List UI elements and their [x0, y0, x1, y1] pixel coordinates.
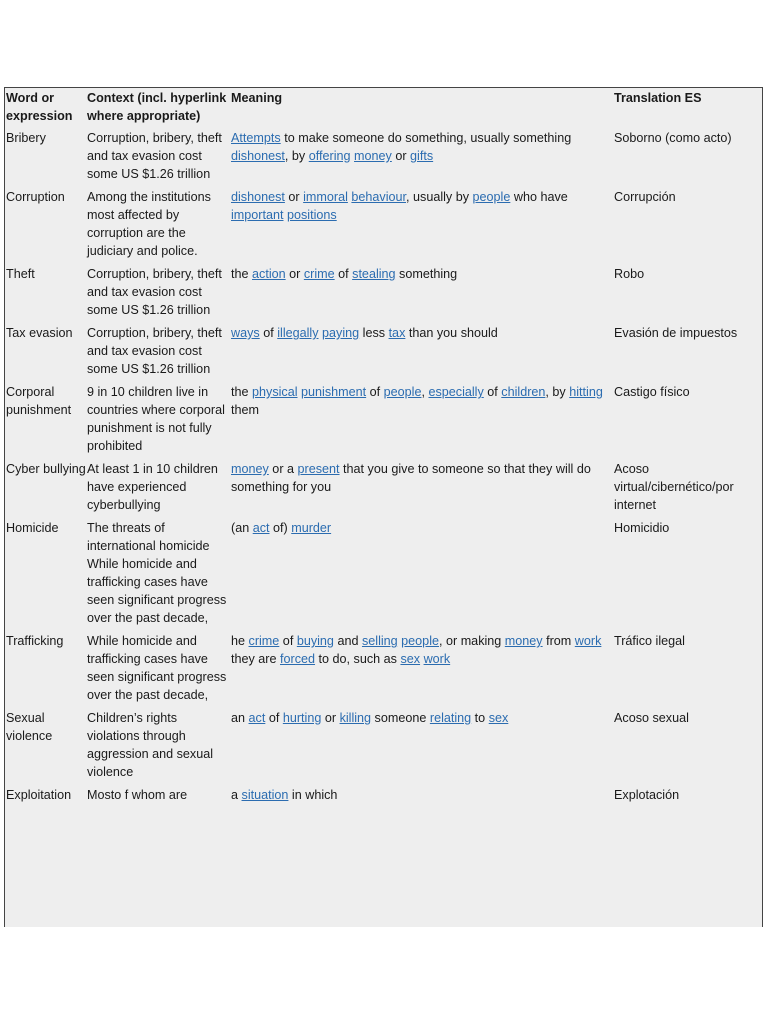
header-translation: Translation ES — [614, 91, 702, 105]
dictionary-link[interactable]: buying — [296, 634, 334, 648]
dictionary-link[interactable]: punishment — [301, 385, 367, 399]
translation-cell: Tráfico ilegal — [614, 634, 685, 648]
meaning-text: the — [231, 267, 253, 281]
context-cell — [86, 128, 230, 187]
context-cell — [86, 187, 230, 264]
meaning-text: something — [395, 267, 458, 281]
meaning-text: they are — [231, 652, 281, 666]
word-cell: Homicide — [6, 521, 59, 535]
dictionary-link[interactable]: offering — [308, 149, 351, 163]
dictionary-link[interactable]: act — [248, 711, 266, 725]
context-cell — [86, 518, 230, 631]
context-text: Mosto f whom are — [87, 788, 188, 802]
translation-cell: Soborno (como acto) — [614, 131, 732, 145]
meaning-text: or a — [268, 462, 298, 476]
dictionary-link[interactable]: people — [401, 634, 439, 648]
dictionary-link[interactable]: ways — [231, 326, 260, 340]
dictionary-link[interactable]: act — [252, 521, 270, 535]
translation-cell: Evasión de impuestos — [614, 326, 738, 340]
translation-cell: Homicidio — [614, 521, 670, 535]
header-context: Context (incl. hyperlink where appropriate) — [87, 91, 227, 123]
table-row — [5, 785, 763, 808]
dictionary-link[interactable]: behaviour — [351, 190, 407, 204]
word-cell: Corruption — [6, 190, 65, 204]
meaning-text: to make someone do something, usually something — [280, 131, 572, 145]
dictionary-link[interactable]: hurting — [282, 711, 322, 725]
context-text: Corruption, bribery, theft and tax evasion cost some US $1.26 trillion — [87, 131, 222, 181]
meaning-text: of — [265, 711, 283, 725]
dictionary-link[interactable]: paying — [322, 326, 360, 340]
dictionary-link[interactable]: selling — [361, 634, 398, 648]
dictionary-link[interactable]: murder — [291, 521, 332, 535]
table-row — [5, 459, 763, 518]
context-cell — [86, 631, 230, 708]
meaning-text: of — [279, 634, 297, 648]
header-meaning: Meaning — [231, 91, 283, 105]
meaning-text: to do, such as — [315, 652, 401, 666]
word-cell: Theft — [6, 267, 35, 281]
meaning-text: less — [359, 326, 389, 340]
dictionary-link[interactable]: tax — [388, 326, 406, 340]
word-cell: Sexual violence — [6, 711, 53, 743]
dictionary-link[interactable]: important — [231, 208, 284, 222]
meaning-text: or — [284, 190, 304, 204]
meaning-text: them — [231, 403, 259, 417]
table-row — [5, 128, 763, 187]
meaning-cell — [230, 264, 613, 323]
context-text: 9 in 10 children live in countries where corporal punishment is not fully prohibited — [87, 385, 225, 453]
dictionary-link[interactable]: positions — [287, 208, 337, 222]
translation-cell: Acoso virtual/cibernético/por internet — [614, 462, 734, 512]
dictionary-link[interactable]: money — [504, 634, 543, 648]
meaning-text: who have — [510, 190, 568, 204]
meaning-text: of) — [269, 521, 292, 535]
meaning-text: that you give to someone so that they will do something for you — [231, 462, 591, 494]
meaning-text: or — [391, 149, 411, 163]
dictionary-link[interactable]: killing — [339, 711, 372, 725]
meaning-text: (an — [231, 521, 253, 535]
table-body — [5, 128, 763, 808]
dictionary-link[interactable]: hitting — [569, 385, 603, 399]
dictionary-link[interactable]: relating — [429, 711, 472, 725]
meaning-cell — [230, 518, 613, 631]
table-row — [5, 264, 763, 323]
meaning-cell — [230, 785, 613, 808]
word-cell: Cyber bullying — [6, 462, 86, 476]
meaning-text: of — [334, 267, 353, 281]
dictionary-link[interactable]: people — [383, 385, 422, 399]
meaning-text: someone — [371, 711, 430, 725]
header-row — [5, 88, 763, 128]
meaning-cell — [230, 631, 613, 708]
context-cell — [86, 264, 230, 323]
dictionary-link[interactable]: money — [354, 149, 392, 163]
dictionary-link[interactable]: Attempts — [231, 131, 281, 145]
table-row — [5, 382, 763, 459]
meaning-text: and — [333, 634, 362, 648]
meaning-cell — [230, 459, 613, 518]
context-text: Among the institutions most affected by corruption are the judiciary and police. — [87, 190, 211, 258]
dictionary-link[interactable]: present — [297, 462, 340, 476]
meaning-cell — [230, 187, 613, 264]
word-cell: Corporal punishment — [6, 385, 72, 417]
translation-cell: Robo — [614, 267, 645, 281]
dictionary-link[interactable]: children — [501, 385, 546, 399]
dictionary-link[interactable]: people — [472, 190, 511, 204]
word-cell: Trafficking — [6, 634, 64, 648]
meaning-text: a — [231, 788, 242, 802]
context-cell — [86, 459, 230, 518]
context-text: While homicide and trafficking cases have seen significant progress over the past decade, — [87, 634, 227, 702]
dictionary-link[interactable]: action — [252, 267, 286, 281]
meaning-text: of — [259, 326, 278, 340]
translation-cell: Acoso sexual — [614, 711, 689, 725]
translation-cell: Explotación — [614, 788, 680, 802]
meaning-text: , — [421, 385, 429, 399]
dictionary-link[interactable]: immoral — [303, 190, 348, 204]
table-row — [5, 708, 763, 785]
context-text: Corruption, bribery, theft and tax evasion cost some US $1.26 trillion — [87, 326, 222, 376]
context-text: At least 1 in 10 children have experienced cyberbullying — [87, 462, 218, 512]
meaning-text: in which — [288, 788, 338, 802]
meaning-cell — [230, 708, 613, 785]
table-row — [5, 631, 763, 708]
word-cell: Bribery — [6, 131, 46, 145]
dictionary-link[interactable]: situation — [241, 788, 289, 802]
word-cell: Exploitation — [6, 788, 72, 802]
meaning-text: of — [366, 385, 384, 399]
dictionary-link[interactable]: crime — [303, 267, 335, 281]
table-row — [5, 187, 763, 264]
meaning-text: to — [471, 711, 489, 725]
meaning-text: than you should — [405, 326, 498, 340]
context-cell — [86, 382, 230, 459]
dictionary-link[interactable]: work — [423, 652, 451, 666]
context-cell — [86, 785, 230, 808]
meaning-text: , by — [284, 149, 309, 163]
meaning-cell — [230, 323, 613, 382]
dictionary-link[interactable]: stealing — [352, 267, 396, 281]
context-cell — [86, 323, 230, 382]
dictionary-link[interactable]: crime — [248, 634, 280, 648]
vocabulary-table — [5, 88, 763, 808]
context-cell — [86, 708, 230, 785]
dictionary-link[interactable]: dishonest — [231, 149, 285, 163]
meaning-text: or — [285, 267, 304, 281]
meaning-text: , usually by — [406, 190, 473, 204]
context-text: While homicide and trafficking cases have seen significant progress over the past decade, — [87, 557, 227, 625]
meaning-text: or — [321, 711, 340, 725]
meaning-text: an — [231, 711, 249, 725]
translation-cell: Corrupción — [614, 190, 676, 204]
dictionary-link[interactable]: gifts — [410, 149, 434, 163]
context-text: Children’s rights violations through aggression and sexual violence — [87, 711, 214, 779]
meaning-text: , by — [545, 385, 570, 399]
dictionary-link[interactable]: sex — [400, 652, 421, 666]
word-cell: Tax evasion — [6, 326, 73, 340]
context-text: Corruption, bribery, theft and tax evasion cost some US $1.26 trillion — [87, 267, 222, 317]
dictionary-link[interactable]: physical — [252, 385, 298, 399]
meaning-text: the — [231, 385, 253, 399]
table-row — [5, 323, 763, 382]
meaning-text: of — [483, 385, 502, 399]
dictionary-link[interactable]: especially — [428, 385, 484, 399]
context-text: The threats of international homicide — [87, 521, 210, 553]
dictionary-link[interactable]: work — [574, 634, 602, 648]
meaning-text: from — [542, 634, 575, 648]
dictionary-link[interactable]: money — [231, 462, 269, 476]
dictionary-link[interactable]: sex — [488, 711, 509, 725]
header-word: Word or expression — [6, 91, 73, 123]
table-row — [5, 518, 763, 631]
vocabulary-sheet — [4, 87, 763, 927]
dictionary-link[interactable]: forced — [280, 652, 316, 666]
dictionary-link[interactable]: illegally — [277, 326, 319, 340]
meaning-cell — [230, 128, 613, 187]
meaning-text: he — [231, 634, 249, 648]
meaning-cell — [230, 382, 613, 459]
translation-cell: Castigo físico — [614, 385, 690, 399]
meaning-text: , or making — [439, 634, 505, 648]
dictionary-link[interactable]: dishonest — [231, 190, 285, 204]
